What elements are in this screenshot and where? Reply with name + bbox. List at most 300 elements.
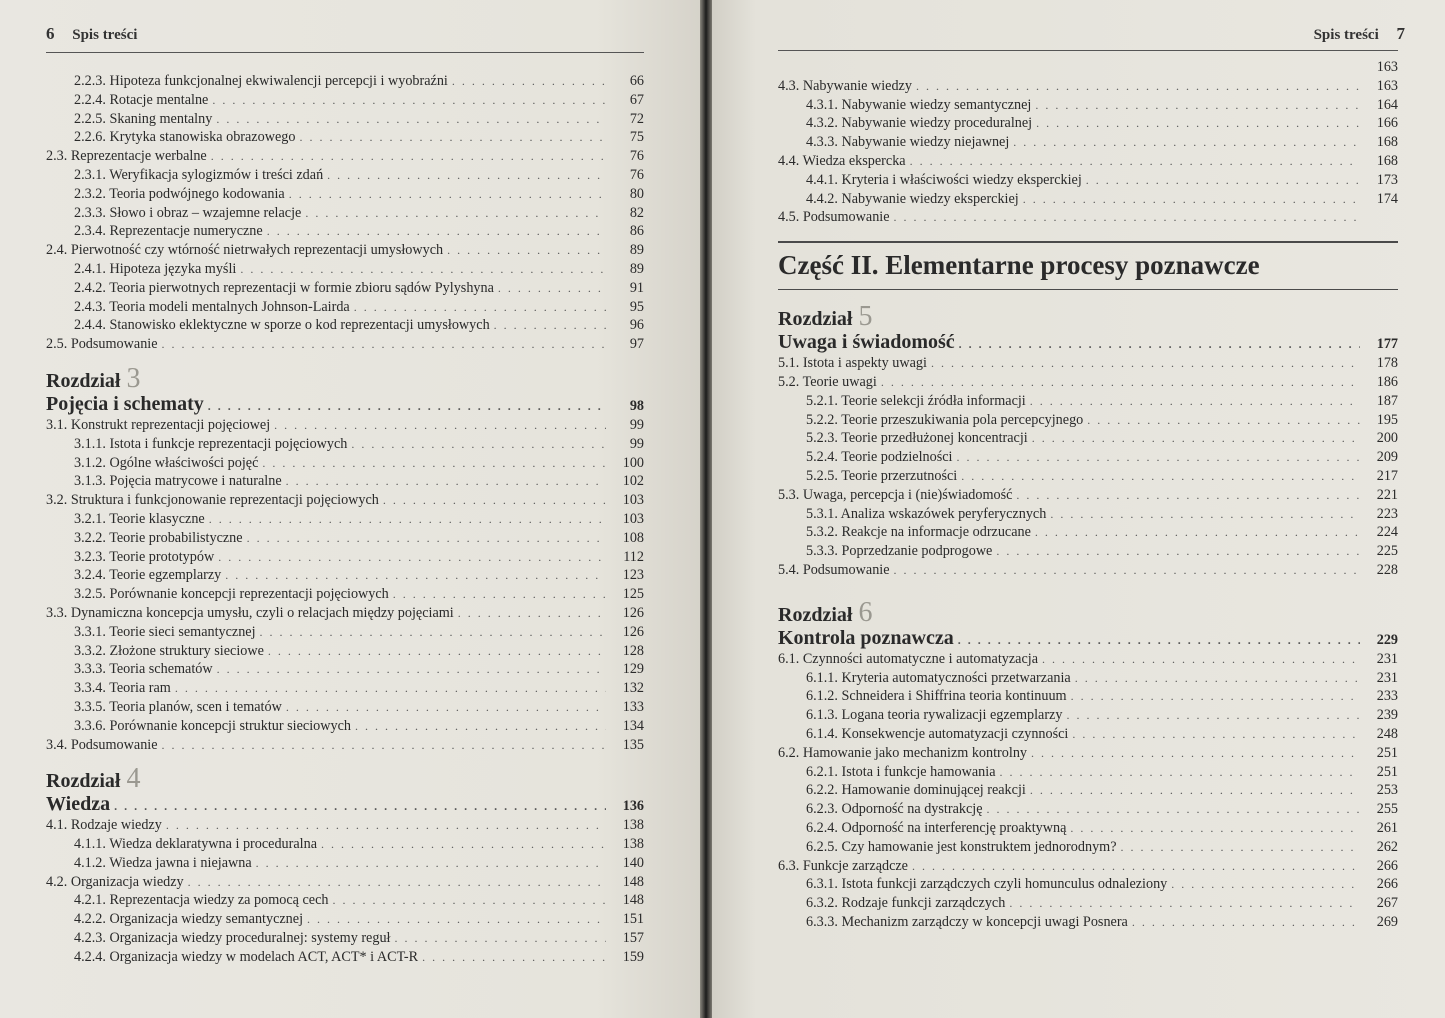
toc-entry-label: 3.3.3. Teoria schematów [74, 661, 213, 678]
toc-entry[interactable] [46, 736, 644, 755]
toc-entry[interactable] [46, 854, 644, 873]
toc-page-number: 168 [1376, 152, 1398, 169]
dot-leader [422, 948, 606, 967]
toc-entry[interactable] [778, 190, 1398, 209]
toc-entry-label: 4.2.3. Organizacja wiedzy proceduralnej: systemy reguł [74, 930, 391, 947]
toc-page-number: 129 [622, 661, 644, 678]
dot-leader [894, 561, 1360, 580]
toc-page-number: 66 [629, 73, 644, 89]
toc-page-number: 239 [1376, 707, 1398, 724]
toc-entry[interactable] [46, 241, 644, 260]
toc-entry[interactable] [46, 948, 644, 967]
toc-page-number: 200 [1376, 430, 1398, 447]
toc-entry-label: 3.2.2. Teorie probabilistyczne [74, 529, 243, 546]
toc-page-number: 76 [629, 148, 644, 165]
toc-entry-label: 2.2.4. Rotacje mentalne [74, 91, 209, 108]
toc-page-number: 231 [1376, 669, 1398, 686]
toc-entry-label: 6.3.1. Istota funkcji zarządczych czyli homunculus odnaleziony [806, 876, 1168, 893]
toc-entry[interactable] [778, 819, 1398, 838]
toc-page-number: 217 [1376, 467, 1398, 484]
toc-entry[interactable] [46, 260, 644, 279]
toc-entry[interactable] [46, 147, 644, 166]
toc-entry-label: 2.3.2. Teoria podwójnego kodowania [74, 185, 285, 202]
toc-entry-label: 3.4. Podsumowanie [46, 736, 158, 753]
dot-leader [217, 660, 606, 679]
toc-entry-label: 3.3.6. Porównanie koncepcji struktur sieciowych [74, 717, 351, 734]
dot-leader [327, 166, 606, 185]
toc-page-number: 135 [622, 736, 644, 753]
chapter-page: 136 [622, 798, 644, 815]
dot-leader [383, 491, 606, 510]
toc-entry-label: 6.3.3. Mechanizm zarządczy w koncepcji uwagi Posnera [806, 913, 1128, 930]
toc-entry-label: 6.2. Hamowanie jako mechanizm kontrolny [778, 744, 1028, 761]
toc-page-number: 76 [629, 166, 644, 183]
dot-leader [240, 260, 606, 279]
dot-leader [1035, 523, 1360, 542]
toc-page-number: 89 [629, 260, 644, 277]
toc-entry-label: 3.3.2. Złożone struktury sieciowe [74, 642, 264, 659]
toc-entry[interactable] [46, 642, 644, 661]
dot-leader [1023, 190, 1360, 209]
dot-leader [332, 891, 606, 910]
toc-entry[interactable] [46, 910, 644, 929]
toc-entry-label: 3.1.1. Istota i funkcje reprezentacji pojęciowych [74, 435, 348, 452]
toc-page-number: 233 [1376, 688, 1398, 705]
toc-page-number: 187 [1376, 392, 1398, 409]
dot-leader [1013, 133, 1360, 152]
toc-page-number: 266 [1376, 876, 1398, 893]
toc-entry-label: 6.2.3. Odporność na dystrakcję [806, 801, 983, 818]
dot-leader [1030, 781, 1360, 800]
toc-entry-label: 6.2.2. Hamowanie dominującej reakcji [806, 782, 1026, 799]
toc-entry-label: 6.1.4. Konsekwencje automatyzacji czynności [806, 725, 1069, 742]
toc-entry-label: 2.4. Pierwotność czy wtórność nietrwałych reprezentacji umysłowych [46, 242, 444, 259]
toc-entry[interactable] [46, 72, 644, 91]
toc-entry[interactable] [46, 660, 644, 679]
toc-page-number: 255 [1376, 801, 1398, 818]
toc-page-number: 99 [629, 435, 644, 452]
toc-page-number: 159 [622, 948, 644, 965]
toc-entry[interactable] [46, 128, 644, 147]
toc-entry-label: 4.3.3. Nabywanie wiedzy niejawnej [806, 134, 1010, 151]
dot-leader [961, 467, 1360, 486]
toc-entry-label: 3.1.2. Ogólne właściwości pojęć [74, 454, 259, 471]
toc-entry[interactable] [46, 679, 644, 698]
toc-page-number: 148 [622, 892, 644, 909]
chapter-title: Kontrola poznawcza [778, 626, 954, 649]
dot-leader [166, 816, 606, 835]
toc-entry[interactable] [46, 510, 644, 529]
toc-entry-label: 6.1.1. Kryteria automatyczności przetwarzania [806, 669, 1071, 686]
toc-entry[interactable] [778, 392, 1398, 411]
toc-entry[interactable] [46, 529, 644, 548]
toc-section-chapter6 [778, 650, 1398, 932]
dot-leader [1070, 819, 1360, 838]
toc-entry-label: 5.1. Istota i aspekty uwagi [778, 355, 927, 372]
toc-page-number: 72 [629, 110, 644, 127]
toc-entry-label: 4.4.1. Kryteria i właściwości wiedzy eksperckiej [806, 171, 1082, 188]
dot-leader [910, 152, 1360, 171]
toc-page-number: 96 [629, 317, 644, 334]
part-rule-bottom [778, 289, 1398, 290]
dot-leader [894, 208, 1360, 227]
toc-entry[interactable] [46, 185, 644, 204]
left-page [0, 0, 700, 1018]
toc-page-number: 126 [622, 623, 644, 640]
header-rule [778, 50, 1398, 51]
toc-page-number: 132 [622, 680, 644, 697]
toc-page-number: 262 [1376, 838, 1398, 855]
toc-page-number: 164 [1376, 96, 1398, 113]
toc-page-number: 103 [622, 492, 644, 509]
dot-leader [1071, 687, 1360, 706]
toc-entry[interactable] [778, 706, 1398, 725]
toc-page-number: 99 [629, 416, 644, 433]
toc-entry[interactable] [46, 110, 644, 129]
toc-entry[interactable] [778, 838, 1398, 857]
toc-page-number: 223 [1376, 505, 1398, 522]
toc-entry[interactable] [778, 152, 1398, 171]
toc-page-number: 178 [1376, 355, 1398, 372]
toc-entry-label: 4.4. Wiedza ekspercka [778, 152, 906, 169]
chapter-number: 3 [126, 362, 141, 394]
dot-leader [247, 529, 606, 548]
toc-page-number: 108 [622, 529, 644, 546]
toc-page-number: 251 [1376, 763, 1398, 780]
toc-page-number: 166 [1376, 115, 1398, 132]
dot-leader [188, 873, 606, 892]
chapter-word: Rozdział [778, 308, 853, 331]
toc-entry[interactable] [778, 875, 1398, 894]
toc-page-number: 209 [1376, 449, 1398, 466]
dot-leader [289, 185, 606, 204]
dot-leader [1036, 114, 1360, 133]
dot-leader [218, 548, 606, 567]
toc-entry-label: 4.3.2. Nabywanie wiedzy proceduralnej [806, 115, 1033, 132]
toc-entry-label: 4.4.2. Nabywanie wiedzy eksperckiej [806, 190, 1019, 207]
chapter-title: Wiedza [46, 793, 111, 816]
dot-leader [211, 147, 606, 166]
dot-leader [208, 394, 606, 418]
dot-leader [996, 542, 1360, 561]
dot-leader [452, 72, 606, 91]
toc-page-number: 228 [1376, 561, 1398, 578]
toc-entry-label: 5.2. Teorie uwagi [778, 373, 877, 390]
toc-entry-label: 5.3.1. Analiza wskazówek peryferycznych [806, 505, 1047, 522]
toc-entry[interactable] [46, 604, 644, 623]
toc-entry-label: 6.1.3. Logana teoria rywalizacji egzemplarzy [806, 707, 1063, 724]
toc-entry-label: 5.3.2. Reakcje na informacje odrzucane [806, 524, 1031, 541]
toc-entry-label: 3.3.5. Teoria planów, scen i tematów [74, 698, 282, 715]
dot-leader [114, 794, 606, 818]
toc-section-chapter4-cont [778, 77, 1398, 227]
toc-entry-label: 2.2.3. Hipoteza funkcjonalnej ekwiwalencji percepcji i wyobraźni [74, 73, 448, 89]
toc-page-number: 148 [622, 873, 644, 890]
toc-page-number: 75 [629, 129, 644, 146]
toc-entry-label: 6.2.1. Istota i funkcje hamowania [806, 763, 996, 780]
dot-leader [1087, 411, 1360, 430]
toc-entry[interactable] [778, 486, 1398, 505]
toc-entry[interactable] [778, 96, 1398, 115]
toc-entry[interactable] [46, 816, 644, 835]
toc-page-number: 95 [629, 298, 644, 315]
dot-leader [260, 623, 606, 642]
toc-page-number: 163 [1376, 59, 1398, 75]
chapter-page: 229 [1376, 631, 1398, 648]
toc-page-number: 123 [622, 567, 644, 584]
toc-entry-label: 2.5. Podsumowanie [46, 336, 158, 353]
toc-entry-label: 2.2.6. Krytyka stanowiska obrazowego [74, 129, 296, 146]
toc-entry-label: 3.2.4. Teorie egzemplarzy [74, 567, 222, 584]
toc-page-number: 225 [1376, 543, 1398, 560]
dot-leader [216, 110, 606, 129]
chapter-number: 4 [126, 763, 141, 795]
toc-entry-label: 6.2.4. Odporność na interferencję proaktywną [806, 819, 1067, 836]
toc-entry[interactable] [778, 523, 1398, 542]
toc-section-chapter5 [778, 354, 1398, 580]
toc-entry[interactable] [46, 454, 644, 473]
toc-entry-label: 4.2.1. Reprezentacja wiedzy za pomocą cech [74, 892, 329, 909]
toc-entry[interactable] [778, 354, 1398, 373]
dot-leader [305, 204, 606, 223]
toc-page-number: 248 [1376, 725, 1398, 742]
chapter-title: Pojęcia i schematy [46, 392, 204, 415]
dot-leader [286, 698, 606, 717]
toc-page-number: 67 [629, 91, 644, 108]
toc-entry-label: 3.2.1. Teorie klasyczne [74, 510, 205, 527]
toc-entry-label: 6.2.5. Czy hamowanie jest konstruktem jednorodnym? [806, 838, 1117, 855]
chapter-title-row[interactable] [46, 792, 644, 816]
toc-page-number: 231 [1376, 650, 1398, 667]
dot-leader [267, 222, 606, 241]
toc-page-number: 134 [622, 717, 644, 734]
chapter-page: 98 [629, 397, 644, 414]
dot-leader [1016, 486, 1360, 505]
toc-entry[interactable] [778, 171, 1398, 190]
chapter-title-row[interactable] [778, 626, 1398, 650]
toc-entry-label: 2.3.1. Weryfikacja sylogizmów i treści zdań [74, 166, 324, 183]
toc-section-chapter4 [46, 816, 644, 966]
dot-leader [299, 128, 606, 147]
toc-entry[interactable] [778, 650, 1398, 669]
toc-entry-label: 5.2.5. Teorie przerzutności [806, 467, 958, 484]
toc-entry-label: 4.1.1. Wiedza deklaratywna i proceduralna [74, 836, 318, 853]
toc-page-number: 97 [629, 336, 644, 353]
chapter-heading [46, 362, 644, 394]
toc-section-chapter3 [46, 416, 644, 754]
toc-page-number: 186 [1376, 373, 1398, 390]
dot-leader [225, 566, 606, 585]
dot-leader [394, 929, 606, 948]
toc-entry[interactable] [778, 781, 1398, 800]
dot-leader [162, 335, 606, 354]
toc-entry[interactable] [46, 698, 644, 717]
dot-leader [321, 835, 606, 854]
toc-entry-label: 5.2.1. Teorie selekcji źródła informacji [806, 392, 1026, 409]
dot-leader [1009, 894, 1360, 913]
toc-entry[interactable] [778, 725, 1398, 744]
dot-leader [447, 241, 606, 260]
toc-page-number: 168 [1376, 134, 1398, 151]
toc-entry[interactable] [778, 505, 1398, 524]
dot-leader [958, 628, 1360, 652]
toc-page-number: 112 [623, 548, 644, 565]
part-title: Część II. Elementarne procesy poznawcze [778, 250, 1260, 281]
toc-page-number: 173 [1376, 171, 1398, 188]
toc-entry[interactable] [778, 448, 1398, 467]
toc-entry[interactable] [46, 491, 644, 510]
toc-page-number: 224 [1376, 524, 1398, 541]
toc-page-number: 100 [622, 454, 644, 471]
toc-entry-label: 2.4.2. Teoria pierwotnych reprezentacji w formie zbioru sądów Pylyshyna [74, 279, 494, 296]
dot-leader [881, 373, 1360, 392]
toc-entry-label: 4.3. Nabywanie wiedzy [778, 77, 912, 94]
toc-entry-label: 2.3. Reprezentacje werbalne [46, 148, 207, 165]
toc-entry[interactable] [46, 279, 644, 298]
dot-leader [916, 77, 1360, 96]
toc-page-number: 253 [1376, 782, 1398, 799]
toc-page-number: 82 [629, 204, 644, 221]
toc-entry[interactable] [778, 669, 1398, 688]
toc-entry[interactable] [778, 208, 1398, 227]
toc-entry[interactable] [46, 929, 644, 948]
book-gutter [700, 0, 712, 1018]
toc-entry[interactable] [778, 429, 1398, 448]
toc-entry-label: 5.3. Uwaga, percepcja i (nie)świadomość [778, 486, 1013, 503]
toc-entry[interactable] [778, 913, 1398, 932]
dot-leader [307, 910, 606, 929]
toc-entry[interactable] [778, 114, 1398, 133]
toc-entry-label: 4.1. Rodzaje wiedzy [46, 817, 162, 834]
dot-leader [987, 800, 1360, 819]
toc-entry[interactable] [778, 800, 1398, 819]
toc-entry[interactable] [46, 298, 644, 317]
header-rule [46, 52, 644, 53]
chapter-title: Uwaga i świadomość [778, 331, 955, 354]
toc-entry[interactable] [46, 316, 644, 335]
toc-page-number: 163 [1376, 77, 1398, 94]
running-title: Spis treści [1313, 27, 1379, 43]
toc-entry-label: 4.2.2. Organizacja wiedzy semantycznej [74, 911, 304, 928]
dot-leader [458, 604, 606, 623]
toc-entry-label: 3.3. Dynamiczna koncepcja umysłu, czyli o relacjach między pojęciami [46, 604, 454, 621]
dot-leader [286, 472, 606, 491]
toc-entry[interactable] [46, 335, 644, 354]
dot-leader [1032, 429, 1360, 448]
dot-leader [268, 642, 606, 661]
chapter-heading [778, 596, 1398, 628]
toc-page-number: 151 [622, 911, 644, 928]
toc-entry-label: 4.2.4. Organizacja wiedzy w modelach ACT, ACT* i ACT-R [74, 948, 419, 965]
toc-entry[interactable] [778, 744, 1398, 763]
toc-entry[interactable] [46, 204, 644, 223]
toc-page-number: 266 [1376, 857, 1398, 874]
toc-entry[interactable] [46, 585, 644, 604]
toc-page-number: 91 [629, 279, 644, 296]
toc-page-number: 195 [1376, 411, 1398, 428]
toc-entry-label: 4.2. Organizacja wiedzy [46, 873, 184, 890]
toc-entry-label: 6.1. Czynności automatyczne i automatyzacja [778, 650, 1039, 667]
dot-leader [1066, 706, 1360, 725]
toc-entry[interactable] [778, 77, 1398, 96]
toc-entry[interactable] [778, 894, 1398, 913]
toc-entry[interactable] [46, 623, 644, 642]
toc-entry[interactable] [46, 548, 644, 567]
dot-leader [494, 316, 606, 335]
toc-page-number: 128 [622, 642, 644, 659]
toc-entry[interactable] [778, 561, 1398, 580]
page-number: 7 [1396, 24, 1405, 43]
toc-entry[interactable] [46, 873, 644, 892]
running-title: Spis treści [72, 27, 138, 43]
toc-page-number: 267 [1376, 895, 1398, 912]
dot-leader [959, 332, 1360, 356]
toc-entry[interactable] [778, 133, 1398, 152]
toc-page-number: 126 [622, 604, 644, 621]
dot-leader [355, 717, 606, 736]
toc-entry-label: 3.3.4. Teoria ram [74, 680, 171, 697]
toc-entry[interactable] [46, 166, 644, 185]
chapter-title-row[interactable] [46, 392, 644, 416]
toc-entry-label: 2.4.1. Hipoteza języka myśli [74, 260, 237, 277]
chapter-title-row[interactable] [778, 330, 1398, 354]
toc-entry-label: 3.2.3. Teorie prototypów [74, 548, 215, 565]
chapter-number: 6 [858, 596, 873, 628]
toc-entry-label: 2.4.4. Stanowisko eklektyczne w sporze o kod reprezentacji umysłowych [74, 317, 490, 334]
dot-leader [351, 435, 606, 454]
toc-page-number: 251 [1376, 744, 1398, 761]
toc-entry[interactable] [46, 222, 644, 241]
dot-leader [274, 416, 606, 435]
toc-page-number: 174 [1376, 190, 1398, 207]
toc-entry[interactable] [46, 891, 644, 910]
dot-leader [912, 857, 1360, 876]
toc-entry-label: 5.3.3. Poprzedzanie podprogowe [806, 543, 993, 560]
toc-entry-label: 5.4. Podsumowanie [778, 561, 890, 578]
toc-entry-label: 3.2.5. Porównanie koncepcji reprezentacji pojęciowych [74, 586, 389, 603]
dot-leader [957, 448, 1361, 467]
toc-entry[interactable] [778, 857, 1398, 876]
toc-entry[interactable] [778, 687, 1398, 706]
toc-entry[interactable] [778, 411, 1398, 430]
chapter-page: 177 [1376, 336, 1398, 353]
toc-entry-label: 3.2. Struktura i funkcjonowanie reprezentacji pojęciowych [46, 492, 379, 509]
running-head-left [46, 24, 137, 44]
toc-entry[interactable] [46, 91, 644, 110]
toc-entry[interactable] [46, 435, 644, 454]
toc-page-number: 221 [1376, 486, 1398, 503]
toc-entry[interactable] [778, 542, 1398, 561]
dot-leader [1171, 875, 1360, 894]
toc-page-number: 269 [1376, 913, 1398, 930]
toc-entry[interactable] [778, 467, 1398, 486]
toc-entry-label: 5.2.4. Teorie podzielności [806, 449, 953, 466]
toc-page-number: 157 [622, 930, 644, 947]
toc-entry[interactable] [46, 835, 644, 854]
toc-entry[interactable] [46, 416, 644, 435]
toc-entry-label: 6.1.2. Schneidera i Shiffrina teoria kontinuum [806, 688, 1067, 705]
toc-entry[interactable] [46, 566, 644, 585]
toc-entry[interactable] [778, 373, 1398, 392]
dot-leader [256, 854, 606, 873]
toc-entry[interactable] [46, 472, 644, 491]
toc-entry-label: 2.4.3. Teoria modeli mentalnych Johnson-Lairda [74, 298, 350, 315]
toc-entry[interactable] [46, 717, 644, 736]
toc-entry-label: 6.3. Funkcje zarządcze [778, 857, 908, 874]
dot-leader [354, 298, 606, 317]
toc-entry-label: 4.5. Podsumowanie [778, 209, 890, 226]
toc-entry[interactable] [778, 763, 1398, 782]
